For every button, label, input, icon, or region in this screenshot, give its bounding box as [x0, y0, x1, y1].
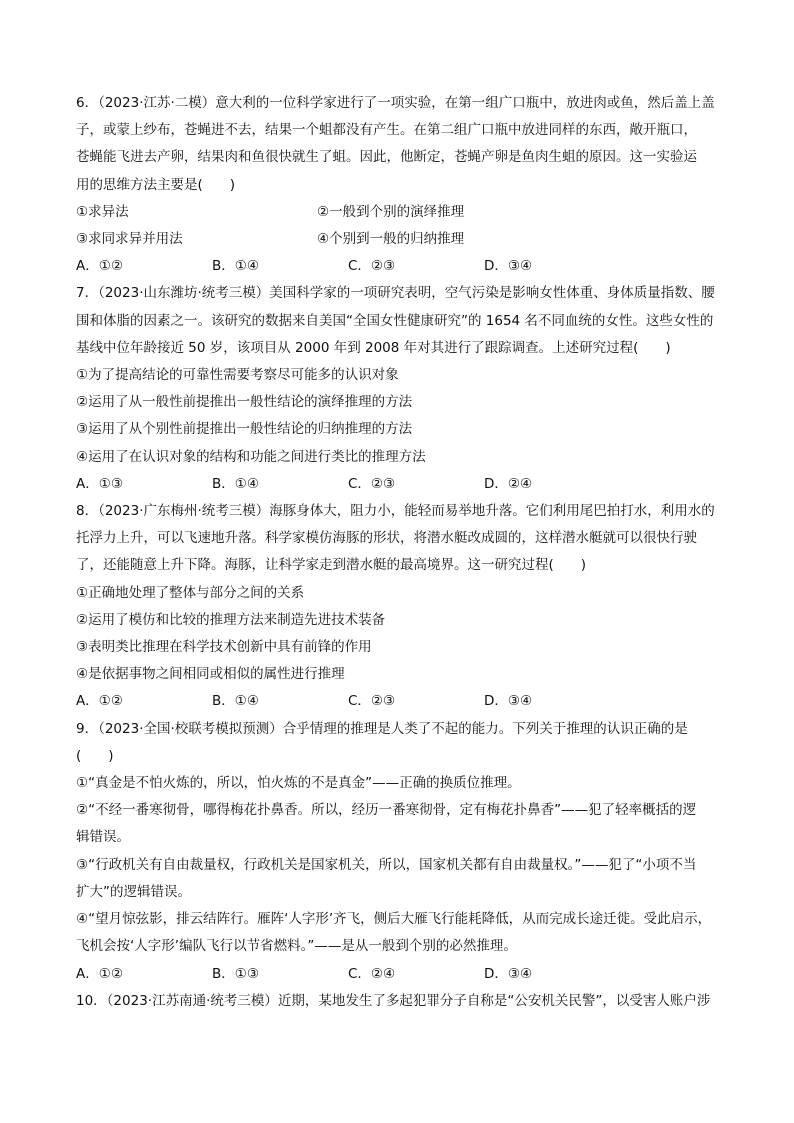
option-b[interactable]: B．①④: [212, 475, 259, 492]
statement: ①正确地处理了整体与部分之间的关系: [76, 584, 305, 601]
question-text-line: 用的思维方法主要是( ): [76, 176, 236, 193]
question-text-line: 9．（2023·全国·校联考模拟预测）合乎情理的推理是人类了不起的能力。下列关于推理的认识正确的是: [76, 720, 688, 737]
statement: ③表明类比推理在科学技术创新中具有前锋的作用: [76, 639, 372, 656]
statement: ②运用了模仿和比较的推理方法来制造先进技术装备: [76, 611, 386, 628]
statement: 辑错误。: [76, 829, 130, 846]
statement: ②“不经一番寒彻骨，哪得梅花扑鼻香。所以，经历一番寒彻骨，定有梅花扑鼻香”——犯了轻率概括的逻: [76, 802, 697, 819]
option-d[interactable]: D．③④: [484, 965, 533, 982]
option-a[interactable]: A．①②: [76, 258, 123, 275]
statement: ④运用了在认识对象的结构和功能之间进行类比的推理方法: [76, 448, 426, 465]
option-a[interactable]: A．①③: [76, 475, 123, 492]
question-9: [76, 716, 726, 988]
option-a[interactable]: A．①②: [76, 693, 123, 710]
answer-options: [76, 471, 726, 498]
statement: ②运用了从一般性前提推出一般性结论的演绎推理的方法: [76, 394, 413, 411]
answer-options: [76, 253, 726, 280]
option-c[interactable]: C．②③: [348, 475, 396, 492]
question-text-line: 了，还能随意上升下降。海豚，让科学家走到潜水艇的最高境界。这一研究过程( ): [76, 557, 587, 574]
question-7: [76, 280, 726, 498]
question-text-line: 8．（2023·广东梅州·统考三模）海豚身体大，阻力小，能轻而易举地升落。它们利用尾巴拍打水，利用水的: [76, 503, 715, 520]
question-6: [76, 90, 726, 280]
question-text-line: 子，或蒙上纱布，苍蝇进不去，结果一个蛆都没有产生。在第二组广口瓶中放进同样的东西，敞开瓶口，: [76, 122, 697, 139]
question-text-line: 6．（2023·江苏·二模）意大利的一位科学家进行了一项实验，在第一组广口瓶中，放进肉或鱼，然后盖上盖: [76, 95, 715, 111]
statement: ②一般到个别的演绎推理: [317, 203, 465, 220]
statement: ①为了提高结论的可靠性需要考察尽可能多的认识对象: [76, 367, 399, 384]
question-10-text: 10．（2023·江苏南通·统考三模）近期，某地发生了多起犯罪分子自称是“公安机关民警”，以受害人账户涉: [76, 992, 711, 1009]
question-text-line: 7．（2023·山东潍坊·统考三模）美国科学家的一项研究表明，空气污染是影响女性体重、身体质量指数、腰: [76, 285, 715, 302]
statement: ①“真金是不怕火炼的，所以，怕火炼的不是真金”——正确的换质位推理。: [76, 775, 521, 792]
option-d[interactable]: D．③④: [484, 693, 533, 710]
question-text-line: 苍蝇能飞进去产卵，结果肉和鱼很快就生了蛆。因此，他断定，苍蝇产卵是鱼肉生蛆的原因。这一实验运: [76, 149, 697, 166]
statement: ④“望月惊弦影，排云结阵行。雁阵‘人字形’齐飞，侧后大雁飞行能耗降低，从而完成长途迁徙。受此启示，: [76, 911, 712, 928]
statement: 飞机会按‘人字形’编队飞行以节省燃料。”——是从一般到个别的必然推理。: [76, 938, 517, 955]
question-text-line: ( ): [76, 747, 114, 764]
statement: ③运用了从个别性前提推出一般性结论的归纳推理的方法: [76, 421, 413, 438]
question-8: [76, 498, 726, 716]
option-d[interactable]: D．③④: [484, 258, 533, 275]
question-text-line: 托浮力上升，可以飞速地升落。科学家模仿海豚的形状，将潜水艇改成圆的，这样潜水艇就可以很快行驶: [76, 530, 697, 547]
statement: ③“行政机关有自由裁量权，行政机关是国家机关，所以，国家机关都有自由裁量权。”——犯了“小项不当: [76, 856, 697, 873]
question-text-line: 基线中位年龄接近 50 岁，该项目从 2000 年到 2008 年对其进行了跟踪调查。上述研究过程( ): [76, 339, 671, 356]
answer-options: [76, 688, 726, 715]
statement: ④是依据事物之间相同或相似的属性进行推理: [76, 666, 345, 683]
answer-options: [76, 961, 726, 988]
statement-row: [76, 226, 726, 253]
option-b[interactable]: B．①④: [212, 693, 259, 710]
statement: 扩大”的逻辑错误。: [76, 883, 191, 900]
statement: ④个别到一般的归纳推理: [317, 231, 465, 248]
question-text-line: 围和体脂的因素之一。该研究的数据来自美国“全国女性健康研究”的 1654 名不同血统的女性。这些女性的: [76, 312, 714, 329]
option-b[interactable]: B．①④: [212, 258, 259, 275]
statement-row: [76, 199, 726, 226]
option-d[interactable]: D．②④: [484, 475, 533, 492]
option-b[interactable]: B．①③: [212, 965, 259, 982]
statement: ①求异法: [76, 203, 129, 220]
option-c[interactable]: C．②③: [348, 258, 396, 275]
statement: ③求同求异并用法: [76, 231, 183, 248]
option-c[interactable]: C．②③: [348, 693, 396, 710]
question-content: [76, 90, 726, 1015]
option-a[interactable]: A．①②: [76, 965, 123, 982]
option-c[interactable]: C．②④: [348, 965, 396, 982]
